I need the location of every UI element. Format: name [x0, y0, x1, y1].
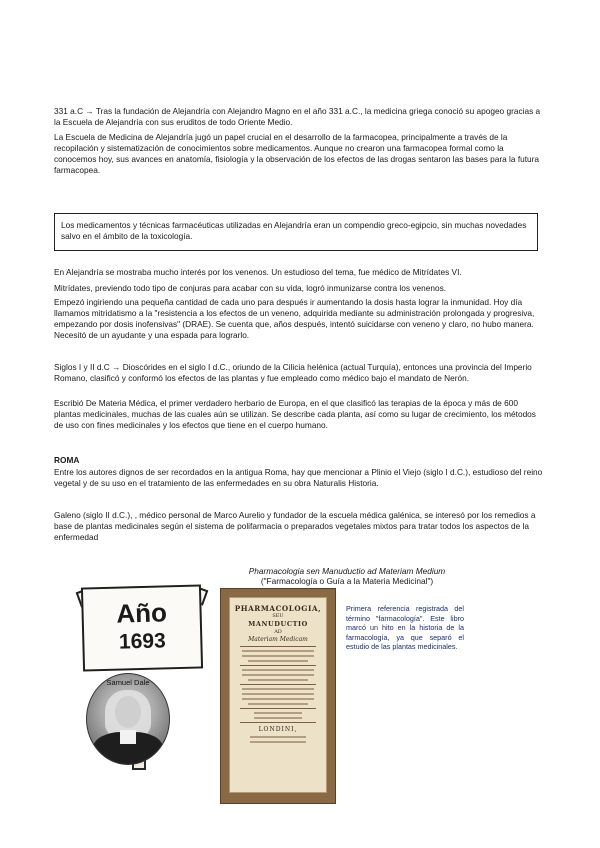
book-title-page-image [220, 588, 336, 804]
book-sub3: AD [274, 629, 282, 635]
highlight-box [54, 213, 538, 251]
book-sub1: SEU [272, 613, 284, 619]
book-sidenote: Primera referencia registrada del término "farmacología". Este libro marcó un hito en la historia de la farmacología, ya que separó el estudio de las plantas medicinales. [346, 604, 464, 651]
paragraph-galeno: Galeno (siglo II d.C.), , médico personal de Marco Aurelio y fundador de la escuela médica galénica, se interesó por los remedios a base de plantas medicinales según el sistema de polifarmacia o preparados vegetales mixtos para tratar todos los aspectos de la enfermedad [54, 510, 536, 542]
paragraph-venenos: En Alejandría se mostraba mucho interés por los venenos. Un estudioso del tema, fue médico de Mitrídates VI. [54, 267, 462, 277]
highlight-box-text: Los medicamentos y técnicas farmacéuticas utilizadas en Alejandría eran un compendio greco-egipcio, sin muchas novedades salvo en el ámbito de la toxicología. [61, 220, 527, 241]
portrait-samuel-dale [86, 673, 170, 765]
book-sub4: Materiam Medicam [248, 636, 308, 643]
paragraph-mitridates: Mitrídates, previendo todo tipo de conjuras para acabar con su vida, logró inmunizarse contra los venenos. [54, 283, 447, 293]
paragraph-plinio: Entre los autores dignos de ser recordados en la antigua Roma, hay que mencionar a Plinio el Viejo (siglo I d.C.), estudioso del reino vegetal y de su uso en el tratamiento de las enfermedades en su obra Naturalis Historia. [54, 467, 543, 488]
paragraph-mitridatismo: Empezó ingiriendo una pequeña cantidad de cada uno para después ir aumentando la dosis hasta lograr la inmunidad. Hoy día llamamos mitridatismo a la "resistencia a los efectos de un veneno, adquirida mediante su administración prolongada y progresiva, empezando por dosis inofensivas" (DRAE). Se cuenta que, años después, intentó suicidarse con veneno y claro, no hubo manera. Necesitó de un ayudante y una espada para lograrlo. [54, 297, 535, 340]
book-title: PHARMACOLOGIA, [234, 604, 322, 613]
paragraph-dioscorides: Siglos I y II d.C → Dioscórides en el siglo I d.C., oriundo de la Cilicia helénica (actual Turquía), entonces una provincia del Imperio Romano, clasificó y conformó los efectos de las plantas y fue empleado como médico bajo el mandato de Nerón. [54, 362, 532, 383]
paragraph-materia-medica: Escribió De Materia Médica, el primer verdadero herbario de Europa, en el que clasificó las terapias de la época y más de 600 plantas medicinales, muchas de las cuales aún se utilizan. Se describe cada planta, así como su lugar de crecimiento, los métodos de uso con fines medicinales y los efectos que tiene en el cuerpo humano. [54, 398, 536, 430]
year-sign-year: 1693 [118, 629, 167, 654]
caption-subtitle: ("Farmacología o Guía a la Materia Medicinal") [260, 576, 434, 586]
year-sign-label: Año [115, 597, 168, 629]
portrait-name: Samuel Dale [106, 678, 150, 687]
book-page [229, 597, 327, 793]
paragraph-alejandria-intro: 331 a.C → Tras la fundación de Alejandría con Alejandro Magno en el año 331 a.C., la medicina griega conoció su apogeo gracias a la Escuela de Alejandría con sus eruditos de todo Oriente Medio. [54, 106, 541, 127]
figure-caption [222, 566, 472, 586]
paragraph-escuela-medicina: La Escuela de Medicina de Alejandría jugó un papel crucial en el desarrollo de la farmacopea, principalmente a través de la recopilación y sistematización de conocimientos sobre medicamentos. Aunque no crearon una farmacopea formal como la conocemos hoy, sus avances en anatomía, fisiología y la observación de los efectos de las drogas sentaron las bases para la futura farmacopea. [54, 132, 540, 175]
caption-title: Pharmacologia sen Manuductio ad Materiam Medium [248, 566, 446, 576]
section-heading-roma: ROMA [54, 455, 80, 465]
year-sign [81, 584, 203, 671]
book-imprint: LONDINI, [258, 726, 298, 733]
book-sub2: MANUDUCTIO [248, 620, 308, 628]
